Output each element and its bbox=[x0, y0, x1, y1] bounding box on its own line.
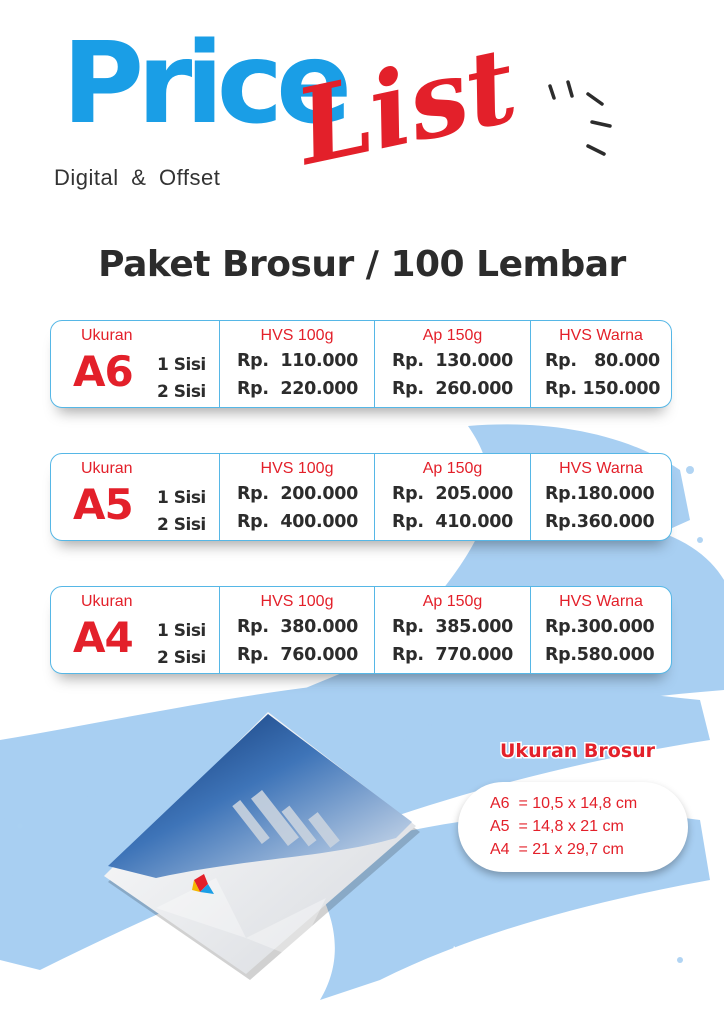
size-code: A5 bbox=[73, 480, 133, 529]
paper-column-hvs100 bbox=[220, 321, 375, 407]
price-disclaimer bbox=[334, 940, 694, 986]
brand-title bbox=[54, 19, 582, 228]
paper-type: Ap 150g bbox=[422, 327, 483, 344]
sisi-label-1: 1 Sisi bbox=[157, 621, 206, 641]
size-cell bbox=[51, 587, 220, 673]
size-caption: Ukuran bbox=[81, 460, 133, 477]
sisi-label-1: 1 Sisi bbox=[157, 488, 206, 508]
paper-type: HVS Warna bbox=[559, 593, 643, 610]
price-1-sisi: Rp. 205.000 bbox=[392, 484, 513, 504]
price-table-a6 bbox=[50, 320, 672, 408]
price-1-sisi: Rp. 80.000 bbox=[545, 351, 660, 371]
price-1-sisi: Rp.180.000 bbox=[545, 484, 655, 504]
ukuran-brosur-heading: Ukuran Brosur bbox=[500, 740, 656, 762]
sisi-label-1: 1 Sisi bbox=[157, 355, 206, 375]
sisi-label-2: 2 Sisi bbox=[157, 515, 206, 535]
paper-type: Ap 150g bbox=[422, 460, 483, 477]
paper-column-hvs100 bbox=[220, 587, 375, 673]
size-cell bbox=[51, 321, 220, 407]
page-heading: Paket Brosur / 100 Lembar bbox=[98, 244, 626, 285]
size-spec-row: A6 = 10,5 x 14,8 cm bbox=[490, 795, 638, 812]
size-code: A6 bbox=[73, 347, 133, 396]
price-2-sisi: Rp. 220.000 bbox=[237, 379, 358, 399]
price-table-a5 bbox=[50, 453, 672, 541]
brand-subtitle: Digital & Offset bbox=[54, 165, 221, 190]
price-1-sisi: Rp. 110.000 bbox=[237, 351, 358, 371]
size-caption: Ukuran bbox=[81, 593, 133, 610]
list-script-word: List bbox=[286, 22, 527, 189]
sparkle-rays-icon bbox=[540, 78, 620, 168]
paper-column-hvs100 bbox=[220, 454, 375, 540]
paper-type: HVS Warna bbox=[559, 460, 643, 477]
price-1-sisi: Rp. 385.000 bbox=[392, 617, 513, 637]
sisi-label-2: 2 Sisi bbox=[157, 382, 206, 402]
paper-column-hvs-warna bbox=[531, 587, 671, 673]
price-2-sisi: Rp. 770.000 bbox=[392, 645, 513, 665]
price-2-sisi: Rp. 760.000 bbox=[237, 645, 358, 665]
price-1-sisi: Rp. 130.000 bbox=[392, 351, 513, 371]
paper-type: HVS 100g bbox=[260, 460, 334, 477]
price-2-sisi: Rp. 150.000 bbox=[545, 379, 661, 399]
paper-column-ap150 bbox=[375, 321, 531, 407]
paper-column-ap150 bbox=[375, 454, 531, 540]
paper-column-hvs-warna bbox=[531, 454, 671, 540]
sisi-label-2: 2 Sisi bbox=[157, 648, 206, 668]
size-spec-row: A5 = 14,8 x 21 cm bbox=[490, 818, 624, 835]
price-1-sisi: Rp. 200.000 bbox=[237, 484, 358, 504]
paper-column-ap150 bbox=[375, 587, 531, 673]
price-2-sisi: Rp. 410.000 bbox=[392, 512, 513, 532]
price-2-sisi: Rp.580.000 bbox=[545, 645, 655, 665]
price-word: Price bbox=[62, 19, 346, 149]
size-code: A4 bbox=[73, 613, 133, 662]
ukuran-brosur-box bbox=[458, 782, 688, 872]
paper-type: HVS 100g bbox=[260, 327, 334, 344]
price-2-sisi: Rp.360.000 bbox=[545, 512, 655, 532]
paper-column-hvs-warna bbox=[531, 321, 671, 407]
size-caption: Ukuran bbox=[81, 327, 133, 344]
disclaimer-line-2: tanpa pemberitahuan bbox=[556, 967, 694, 982]
price-2-sisi: Rp. 400.000 bbox=[237, 512, 358, 532]
size-spec-row: A4 = 21 x 29,7 cm bbox=[490, 841, 624, 858]
size-cell bbox=[51, 454, 220, 540]
price-1-sisi: Rp.300.000 bbox=[545, 617, 655, 637]
price-1-sisi: Rp. 380.000 bbox=[237, 617, 358, 637]
paper-type: Ap 150g bbox=[422, 593, 483, 610]
paper-type: HVS Warna bbox=[559, 327, 643, 344]
price-2-sisi: Rp. 260.000 bbox=[392, 379, 513, 399]
price-table-a4 bbox=[50, 586, 672, 674]
disclaimer-line-1: Harga sewaktu-waktu dapat berubah bbox=[451, 944, 694, 959]
paper-type: HVS 100g bbox=[260, 593, 334, 610]
